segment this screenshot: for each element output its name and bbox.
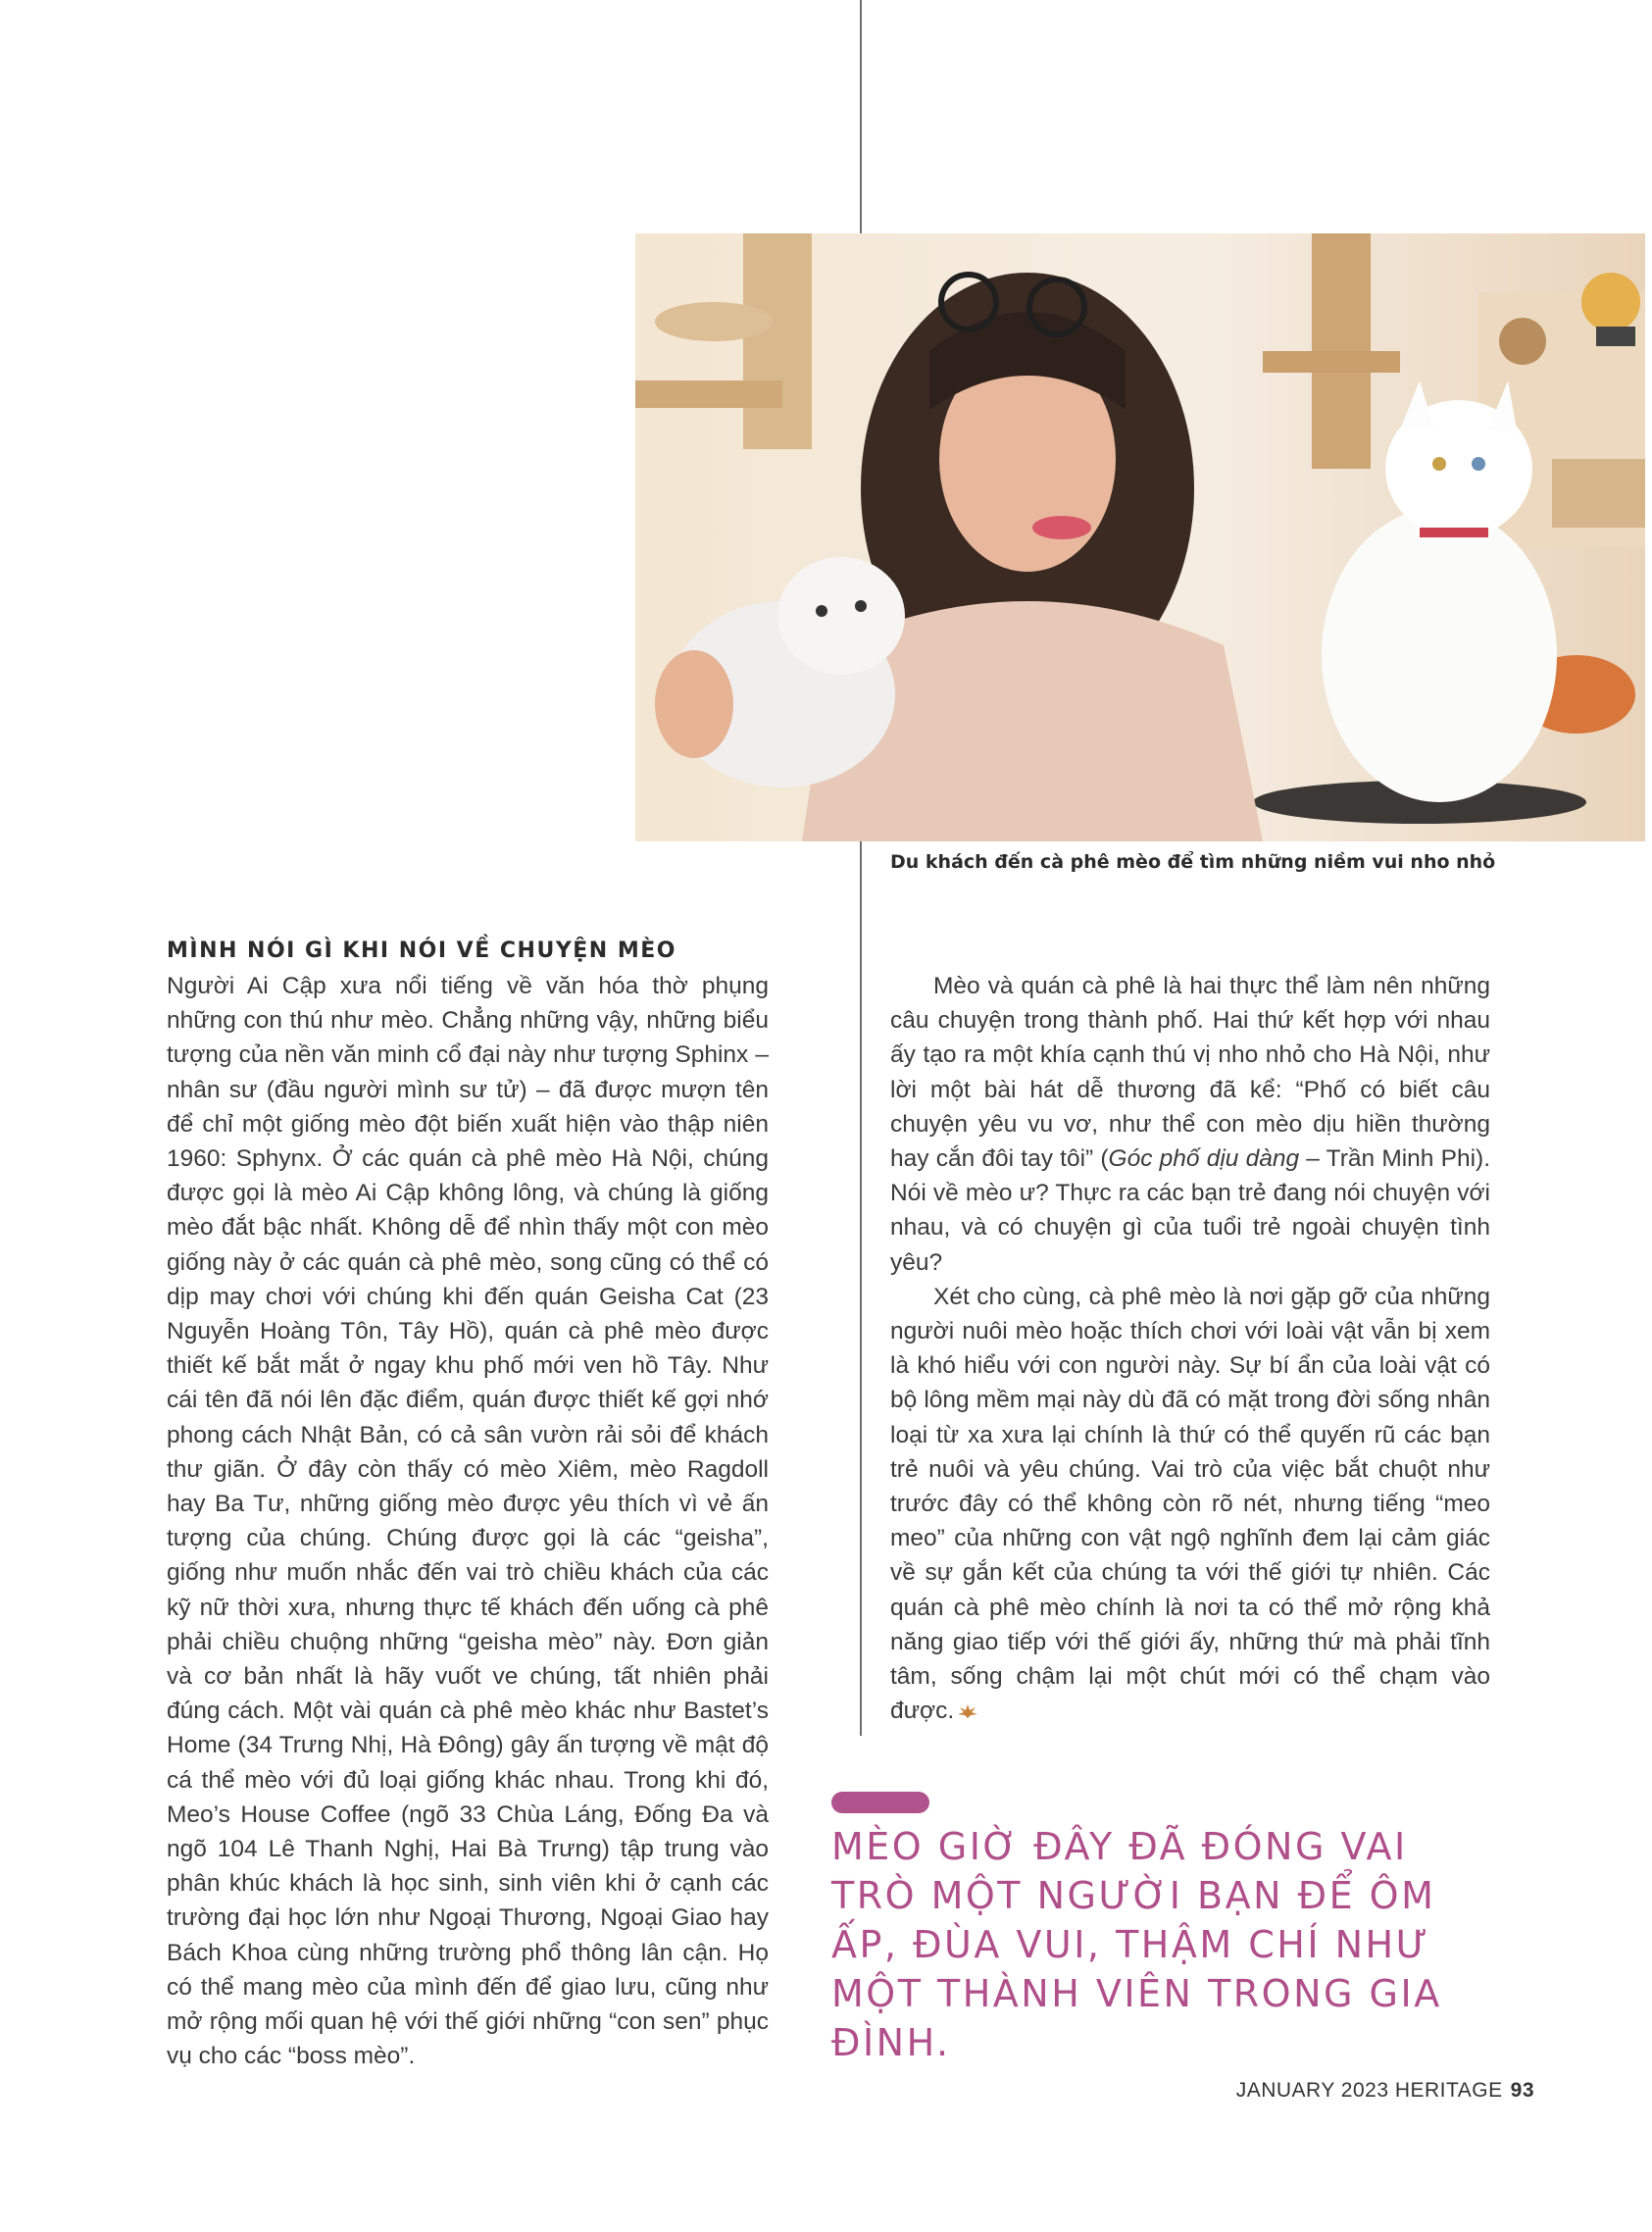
right-column-paragraph-2 bbox=[890, 1280, 1490, 1729]
pull-quote: MÈO GIỜ ĐÂY ĐÃ ĐÓNG VAI TRÒ MỘT NGƯỜI BẠN ĐỂ ÔM ẤP, ĐÙA VUI, THẬM CHÍ NHƯ MỘT THÀNH VIÊN TRONG GIA ĐÌNH. bbox=[831, 1825, 1442, 2064]
article-photo bbox=[635, 233, 1645, 841]
end-of-article-icon bbox=[957, 1703, 978, 1719]
right-column bbox=[890, 969, 1490, 1728]
pull-quote-accent-bar bbox=[831, 1792, 929, 1813]
left-column-paragraph: Người Ai Cập xưa nổi tiếng về văn hóa thờ phụng những con thú như mèo. Chẳng những vậy, những biểu tượng của nền văn minh cổ đại này như tượng Sphinx – nhân sư (đầu người mình sư tử) – đã được mượn tên để chỉ một giống mèo đột biến xuất hiện vào thập niên 1960: Sphynx. Ở các quán cà phê mèo Hà Nội, chúng được gọi là mèo Ai Cập không lông, và chúng là giống mèo đắt bậc nhất. Không dễ để nhìn thấy một con mèo giống này ở các quán cà phê mèo, song cũng có thể có dịp may chơi với chúng khi đến quán Geisha Cat (23 Nguyễn Hoàng Tôn, Tây Hồ), quán cà phê mèo được thiết kế bắt mắt ở ngay khu phố mới ven hồ Tây. Như cái tên đã nói lên đặc điểm, quán được thiết kế gợi nhớ phong cách Nhật Bản, có cả sân vườn rải sỏi để khách thư giãn. Ở đây còn thấy có mèo Xiêm, mèo Ragdoll hay Ba Tư, những giống mèo được yêu thích vì vẻ ấn tượng của chúng. Chúng được gọi là các “geisha”, giống như muốn nhắc đến vai trò chiều khách của các kỹ nữ thời xưa, nhưng thực tế khách đến uống cà phê phải chiều chuộng những “geisha mèo” này. Đơn giản và cơ bản nhất là hãy vuốt ve chúng, tất nhiên phải đúng cách. Một vài quán cà phê mèo khác như Bastet’s Home (34 Trưng Nhị, Hà Đông) gây ấn tượng về mật độ cá thể mèo với đủ loại giống khác nhau. Trong khi đó, Meo’s House Coffee (ngõ 33 Chùa Láng, Đống Đa và ngõ 104 Lê Thanh Nghị, Hai Bà Trưng) tập trung vào phân khúc khách là học sinh, sinh viên khi ở cạnh các trường đại học lớn như Ngoại Thương, Ngoại Giao hay Bách Khoa cùng những trường phổ thông lân cận. Họ có thể mang mèo của mình đến để giao lưu, cũng như mở rộng mối quan hệ với thế giới những “con sen” phục vụ cho các “boss mèo”. bbox=[167, 973, 769, 2070]
photo-caption: Du khách đến cà phê mèo để tìm những niềm vui nho nhỏ bbox=[890, 851, 1496, 873]
paragraph-1-text-start: Mèo và quán cà phê là hai thực thể làm nên những câu chuyện trong thành phố. Hai thứ kết hợp với nhau ấy tạo ra một khía cạnh thú vị nho nhỏ cho Hà Nội, như lời một bài hát dễ thương đã kể: “Phố có biết câu chuyện yêu vu vơ, như thể con mèo dịu hiền thường hay cắn đôi tay tôi” ( bbox=[890, 973, 1490, 1173]
left-column bbox=[167, 969, 769, 2074]
section-heading: MÌNH NÓI GÌ KHI NÓI VỀ CHUYỆN MÈO bbox=[167, 938, 676, 963]
right-column-paragraph-1 bbox=[890, 969, 1490, 1280]
song-title: Góc phố dịu dàng bbox=[1108, 1145, 1300, 1173]
page-footer bbox=[1236, 2079, 1534, 2103]
photo-illustration bbox=[635, 233, 1645, 841]
issue-label: JANUARY 2023 HERITAGE bbox=[1235, 2079, 1503, 2102]
paragraph-1-text-end: – Trần Minh Phi). Nói về mèo ư? Thực ra các bạn trẻ đang nói chuyện với nhau, và có chuyện gì của tuổi trẻ ngoài chuyện tình yêu? bbox=[890, 1145, 1490, 1276]
page-number: 93 bbox=[1510, 2079, 1534, 2102]
paragraph-2-text: Xét cho cùng, cà phê mèo là nơi gặp gỡ của những người nuôi mèo hoặc thích chơi với loài vật vẫn bị xem là khó hiểu với con người này. Sự bí ẩn của loài vật có bộ lông mềm mại này dù đã có mặt trong đời sống nhân loại từ xa xưa lại chính là thứ có thể quyến rũ các bạn trẻ nuôi và yêu chúng. Vai trò của việc bắt chuột như trước đây có thể không còn rõ nét, nhưng tiếng “meo meo” của những con vật ngộ nghĩnh đem lại cảm giác về sự gắn kết của chúng ta với thế giới tự nhiên. Các quán cà phê mèo chính là nơi ta có thể mở rộng khả năng giao tiếp với thế giới ấy, những thứ mà phải tĩnh tâm, sống chậm lại một chút mới có thể chạm vào được. bbox=[890, 1283, 1490, 1725]
